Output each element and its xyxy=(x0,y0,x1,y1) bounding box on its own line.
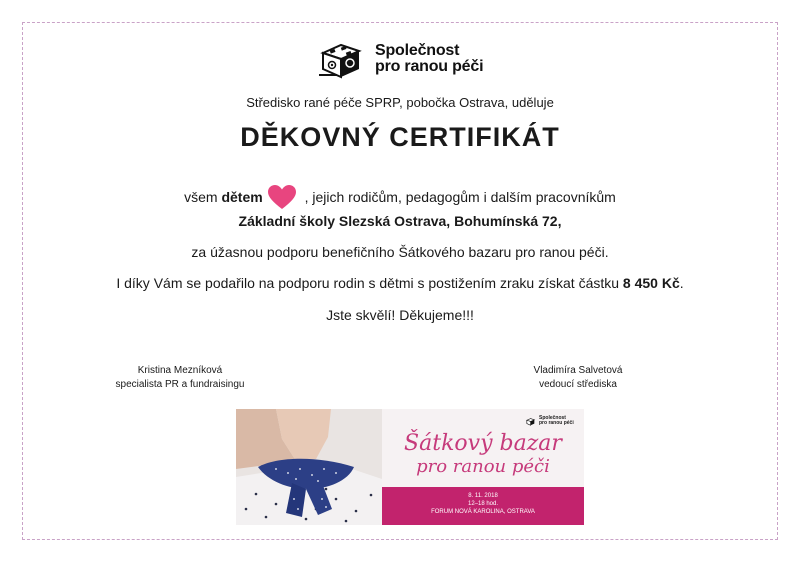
signature-role: vedoucí střediska xyxy=(539,379,617,390)
event-info-panel xyxy=(382,487,584,525)
issuer-line: Středisko rané péče SPRP, pobočka Ostrava, uděluje xyxy=(246,95,554,110)
thanks-line xyxy=(0,184,800,210)
signature-left xyxy=(70,364,290,392)
logo-text xyxy=(375,43,483,75)
certificate-title: DĚKOVNÝ CERTIFIKÁT xyxy=(240,122,560,152)
event-date: 8. 11. 2018 xyxy=(468,493,498,499)
bazaar-title-line-1: Šátkový bazar xyxy=(404,431,562,456)
banner-logo xyxy=(526,416,574,426)
signature-name: Vladimíra Salvetová xyxy=(533,365,623,376)
heart-icon xyxy=(267,184,297,210)
dice-logo-icon xyxy=(526,417,536,426)
signature-name: Kristina Mezníková xyxy=(137,365,223,376)
event-venue: FORUM NOVÁ KAROLINA, OSTRAVA xyxy=(431,509,535,515)
thanks-prefix: všem xyxy=(184,189,222,205)
thanks-suffix: , jejich rodičům, pedagogům i dalším pracovníkům xyxy=(300,189,616,205)
banner-logo-line-2: pro ranou péči xyxy=(539,420,574,426)
signature-role: specialista PR a fundraisingu xyxy=(115,379,245,390)
banner-logo-line-1: Společnost xyxy=(539,415,566,421)
organization-logo xyxy=(319,37,489,81)
event-time: 12–18 hod. xyxy=(467,501,499,507)
signature-right xyxy=(468,364,688,392)
thanks-bold-children: dětem xyxy=(221,189,263,205)
amount-text: I díky Vám se podařilo na podporu rodin s dětmi s postižením zraku získat částku xyxy=(116,275,623,291)
logo-line-2: pro ranou péči xyxy=(375,58,484,75)
school-name: Základní školy Slezská Ostrava, Bohumínská 72, xyxy=(238,213,562,229)
dice-logo-icon xyxy=(319,39,367,79)
amount-line xyxy=(0,275,800,291)
event-banner xyxy=(236,409,584,525)
scarf-photo xyxy=(236,409,382,525)
amount-value: 8 450 Kč xyxy=(622,275,680,291)
logo-line-1: Společnost xyxy=(375,42,460,59)
support-line: za úžasnou podporu benefičního Šátkového bazaru pro ranou péči. xyxy=(191,244,609,260)
amount-end: . xyxy=(679,275,684,291)
bazaar-title-line-2: pro ranou péči xyxy=(416,456,550,477)
closing-line: Jste skvělí! Děkujeme!!! xyxy=(326,307,474,323)
